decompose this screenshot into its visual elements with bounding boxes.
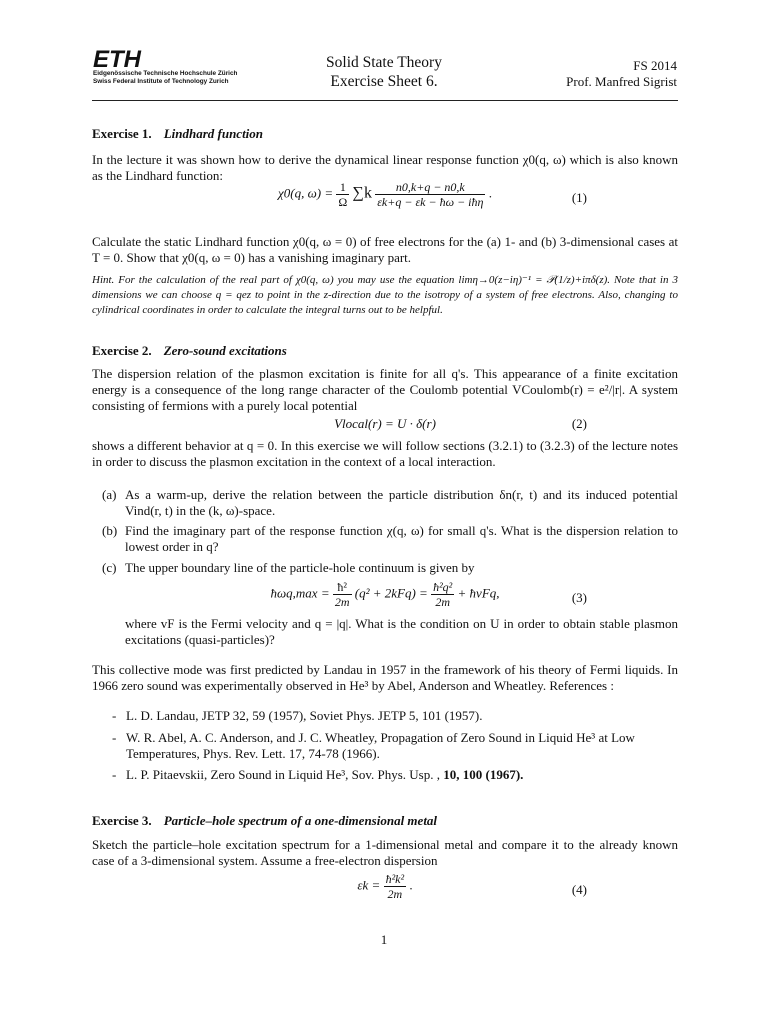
item-c-label: (c): [102, 560, 117, 575]
eq1-fraction: [375, 180, 485, 209]
reference-item: [112, 767, 678, 783]
eth-logo-line1: Eidgenössische Technische Hochschule Zürich: [93, 70, 238, 77]
bullet-dash: -: [112, 767, 117, 782]
exercise-2-number: Exercise 2.: [92, 343, 152, 358]
eq1-prefactor-den: Ω: [338, 195, 348, 209]
exercise-3-number: Exercise 3.: [92, 813, 152, 828]
exercise-2-intro: The dispersion relation of the plasmon excitation is finite for all q's. This appearance of a finite excitation energy is a consequence of the long range character of the Coulomb potential VCoulomb(r) = e²/|r|. A system consisting of fermions with a purely local potential: [92, 366, 678, 413]
course-title: Solid State Theory: [326, 54, 442, 71]
semester: FS 2014: [633, 58, 677, 73]
eq1-denominator: εk+q − εk − ħω − iħη: [377, 195, 484, 209]
eq4-label: (4): [571, 882, 587, 897]
eq1-numerator: n0,k+q − n0,k: [375, 180, 485, 195]
eq3-f2-num: ħ²q²: [433, 580, 453, 594]
eq1-prefactor: [336, 180, 349, 209]
professor: Prof. Manfred Sigrist: [566, 74, 677, 89]
eq1-tail: .: [488, 185, 492, 201]
eq3-fraction-2: [431, 580, 454, 609]
item-c-text: The upper boundary line of the particle-hole continuum is given by: [125, 560, 475, 575]
exercise-2-title: Zero-sound excitations: [163, 343, 287, 358]
eq3-fraction-1: [333, 580, 352, 609]
reference-1-text: L. D. Landau, JETP 32, 59 (1957), Soviet Phys. JETP 5, 101 (1957).: [126, 708, 483, 723]
header-info-block: [566, 58, 677, 90]
eq3-lhs: ħωq,max =: [270, 585, 330, 601]
eq3-f1-den: 2m: [334, 595, 350, 609]
eth-logo-line2: Swiss Federal Institute of Technology Zurich: [93, 78, 229, 85]
exercise-2-item-b: [92, 523, 678, 555]
exercise-1-heading: [92, 126, 263, 142]
item-b-text: Find the imaginary part of the response function χ(q, ω) for small q's. What is the dispersion relation to lowest order in q?: [125, 523, 678, 554]
eq3-tail: + ħvFq,: [457, 585, 500, 601]
eq4-den: 2m: [387, 887, 403, 901]
item-a-label: (a): [102, 487, 117, 502]
eq4-num: ħ²k²: [385, 872, 405, 886]
exercise-1-task: Calculate the static Lindhard function χ0(q, ω = 0) of free electrons for the (a) 1- and (b) 3-dimensional cases at T = 0. Show that χ0(q, ω = 0) has a vanishing imaginary part.: [92, 234, 678, 265]
eq4-fraction: [384, 872, 407, 901]
exercise-3-text: Sketch the particle–hole excitation spectrum for a 1-dimensional metal and compare it to the already known case of a 3-dimensional system. Assume a free-electron dispersion: [92, 837, 678, 868]
eq1-sum: ∑k: [352, 184, 372, 202]
reference-2-text: W. R. Abel, A. C. Anderson, and J. C. Wheatley, Propagation of Zero Sound in Liquid He³ at Low Temperatures, Phys. Rev. Lett. 17, 74-78 (1966).: [126, 730, 635, 761]
exercise-3-title: Particle–hole spectrum of a one-dimensional metal: [163, 813, 438, 828]
eq2-body: Vlocal(r) = U · δ(r): [334, 416, 436, 431]
eth-logo-mark: ETH: [93, 46, 141, 73]
item-c-after: where vF is the Fermi velocity and q = |q|. What is the condition on U in order to obtain stable plasmon excitations (quasi-particles)?: [125, 616, 678, 647]
eq4-tail: .: [409, 877, 413, 893]
reference-item: [112, 730, 678, 762]
sheet-title: Exercise Sheet 6.: [330, 73, 438, 90]
exercise-2-history: This collective mode was first predicted by Landau in 1957 in the framework of his theory of Fermi liquids. In 1966 zero sound was experimentally observed in He³ by Abel, Anderson and Wheatley. References :: [92, 662, 678, 693]
exercise-1-title: Lindhard function: [163, 126, 264, 141]
reference-3-bold: 10, 100 (1967).: [443, 767, 524, 782]
eq1-prefactor-num: 1: [336, 180, 349, 195]
reference-3: [126, 767, 678, 783]
eq3-mid: (q² + 2kFq) =: [354, 585, 428, 601]
page-number: 1: [380, 932, 388, 947]
exercise-2-heading: [92, 343, 287, 359]
reference-item: [112, 708, 678, 724]
exercise-2-item-a: [92, 487, 678, 519]
header-title-block: [268, 53, 500, 91]
exercise-1-number: Exercise 1.: [92, 126, 152, 141]
exercise-2-after-eq: shows a different behavior at q = 0. In this exercise we will follow sections (3.2.1) to (3.2.3) of the lecture notes in order to discuss the plasmon excitation in the context of a local interaction.: [92, 438, 678, 469]
eth-logo: [93, 46, 253, 86]
bullet-dash: -: [112, 708, 117, 723]
bullet-dash: -: [112, 730, 117, 745]
header-rule: [92, 100, 678, 101]
eq1-label: (1): [571, 190, 587, 205]
eq2-label: (2): [571, 416, 587, 431]
eq3-f1-num: ħ²: [333, 580, 352, 595]
equation-3: [92, 580, 678, 616]
eq1-lhs: χ0(q, ω) =: [278, 185, 334, 201]
eq3-label: (3): [571, 590, 587, 605]
equation-1: [92, 180, 678, 216]
equation-4: [92, 872, 678, 908]
item-a-text: As a warm-up, derive the relation between the particle distribution δn(r, t) and its induced potential Vind(r, t) in the (k, ω)-space.: [125, 487, 678, 518]
exercise-3-heading: [92, 813, 437, 829]
eq4-lhs: εk =: [357, 877, 381, 893]
equation-2: [92, 416, 678, 432]
reference-3-text: L. P. Pitaevskii, Zero Sound in Liquid He³, Sov. Phys. Usp. ,: [126, 767, 444, 782]
exercise-1-intro: In the lecture it was shown how to derive the dynamical linear response function χ0(q, ω) which is also known as the Lindhard function:: [92, 152, 678, 183]
eq3-f2-den: 2m: [435, 595, 451, 609]
exercise-2-item-c: [92, 560, 678, 576]
exercise-2-item-c-continued: [92, 616, 678, 648]
exercise-1-hint: Hint. For the calculation of the real part of χ0(q, ω) you may use the equation limη→0(z−iη)⁻¹ = 𝒫(1/z)+iπδ(z). Note that in 3 dimensions we can choose q = qez to point in the z-direction due to the isotropy of a system of free electrons. Also, changing to cylindrical coordinates in order to calculate the integral turns out to be helpful.: [92, 274, 678, 316]
item-b-label: (b): [102, 523, 118, 538]
